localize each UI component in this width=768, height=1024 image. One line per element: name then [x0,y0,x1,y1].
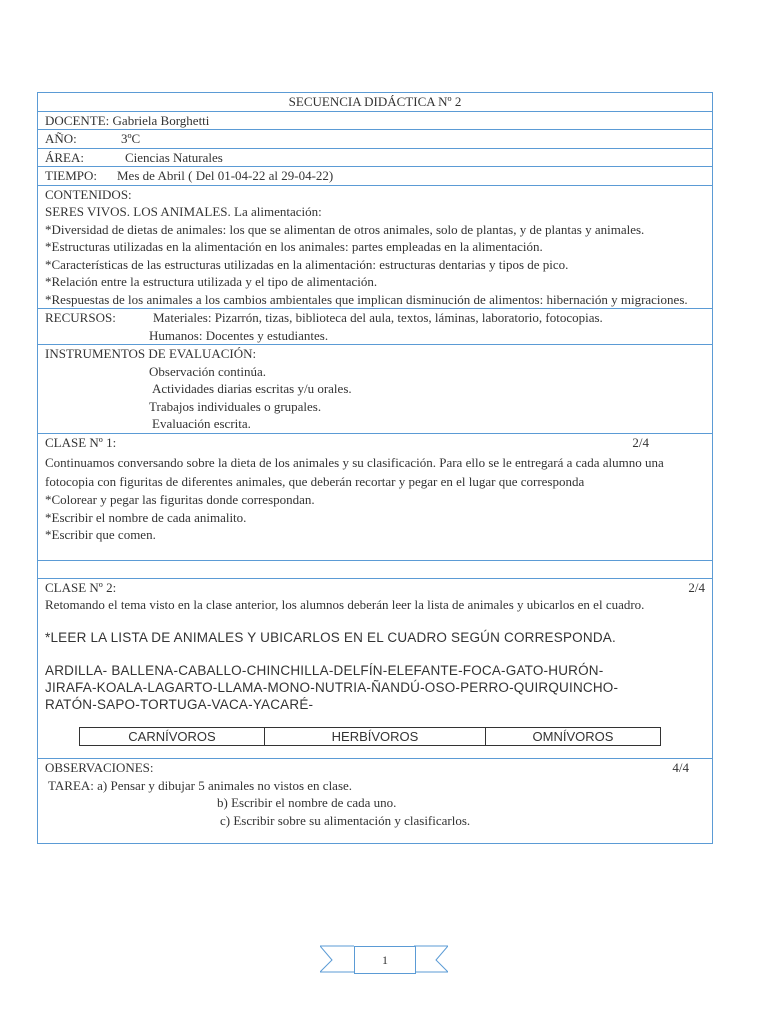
contenidos-item: *Respuestas de los animales a los cambios ambientales que implican disminución de alimentos: hibernación y migraciones. [45,291,688,307]
contenidos-item: *Relación entre la estructura utilizada y el tipo de alimentación. [45,274,378,289]
instrumento-item: Evaluación escrita. [152,416,251,431]
instrumento-item: Actividades diarias escritas y/u orales. [152,381,352,396]
anio-row [38,130,712,149]
classification-table [79,727,661,746]
recursos-section [38,309,712,345]
page-number: 1 [354,946,416,974]
contenidos-subheading: SERES VIVOS. LOS ANIMALES. La alimentación: [45,204,322,219]
clase1-section [38,434,712,561]
empty-row [38,561,712,579]
recursos-materiales: Materiales: Pizarrón, tizas, biblioteca del aula, textos, láminas, laboratorio, fotocopias. [153,310,603,325]
clase1-date: 2/4 [632,434,649,450]
recursos-label: RECURSOS: [45,310,116,325]
contenidos-item: *Diversidad de dietas de animales: los que se alimentan de otros animales, solo de plantas, y de plantas y animales. [45,221,645,237]
contenidos-section [38,186,712,310]
clase1-heading: CLASE Nº 1: [45,434,117,450]
contenidos-heading: CONTENIDOS: [45,186,132,202]
instrumento-item: Observación continúa. [149,363,266,379]
area-row [38,149,712,168]
column-herbivoros: HERBÍVOROS [265,728,486,745]
area-label: ÁREA: [45,149,84,165]
recursos-humanos: Humanos: Docentes y estudiantes. [149,327,329,343]
clase2-section [38,579,712,760]
column-carnivoros: CARNÍVOROS [80,728,265,745]
clase2-heading: CLASE Nº 2: [45,579,117,595]
tiempo-value: Mes de Abril ( Del 01-04-22 al 29-04-22) [117,168,334,183]
column-omnivoros: OMNÍVOROS [532,729,614,744]
tarea-c: c) Escribir sobre su alimentación y clasificarlos. [220,812,471,828]
tiempo-row [38,167,712,186]
animal-list-line: JIRAFA-KOALA-LAGARTO-LLAMA-MONO-NUTRIA-ÑANDÚ-OSO-PERRO-QUIRQUINCHO- [45,680,619,695]
document-title: SECUENCIA DIDÁCTICA Nº 2 [38,93,712,112]
tarea-b: b) Escribir el nombre de cada uno. [217,795,397,810]
docente-value: Gabriela Borghetti [112,112,210,128]
clase2-text: Retomando el tema visto en la clase anterior, los alumnos deberán leer la lista de animales y ubicarlos en el cuadro. [45,597,645,612]
contenidos-item: *Estructuras utilizadas en la alimentación en los animales: partes empleadas en la alimentación. [45,239,543,254]
tarea-a: TAREA: a) Pensar y dibujar 5 animales no vistos en clase. [48,777,353,793]
animal-list-line: RATÓN-SAPO-TORTUGA-VACA-YACARÉ- [45,697,314,712]
observaciones-heading: OBSERVACIONES: [45,760,154,775]
anio-label: AÑO: [45,131,77,146]
animal-list-line: ARDILLA- BALLENA-CABALLO-CHINCHILLA-DELFÍN-ELEFANTE-FOCA-GATO-HURÓN- [45,663,604,678]
docente-label: DOCENTE: [45,112,110,128]
observaciones-date: 4/4 [672,760,689,775]
contenidos-item: *Características de las estructuras utilizadas en la alimentación: estructuras dentarias y tipos de pico. [45,256,569,272]
clase1-item: *Colorear y pegar las figuritas donde correspondan. [45,492,315,507]
anio-value: 3ºC [121,131,141,146]
instrumentos-heading: INSTRUMENTOS DE EVALUACIÓN: [45,346,257,361]
clase1-item: *Escribir el nombre de cada animalito. [45,509,247,525]
instrumento-item: Trabajos individuales o grupales. [149,398,322,414]
lesson-plan-table [37,92,713,844]
area-value: Ciencias Naturales [125,149,223,165]
instrumentos-section [38,345,712,434]
clase2-date: 2/4 [688,579,705,595]
docente-row [38,112,712,131]
tiempo-label: TIEMPO: [45,168,97,183]
clase2-instruction: *LEER LA LISTA DE ANIMALES Y UBICARLOS EN EL CUADRO SEGÚN CORRESPONDA. [45,630,616,645]
clase1-item: *Escribir que comen. [45,527,156,542]
observaciones-section [38,759,712,843]
clase1-text: Continuamos conversando sobre la dieta de los animales y su clasificación. Para ello se le entregará a cada alumno una fotocopia con figuritas de diferentes animales, que deberán recortar y pegar en el lugar que corresponda [45,455,664,489]
